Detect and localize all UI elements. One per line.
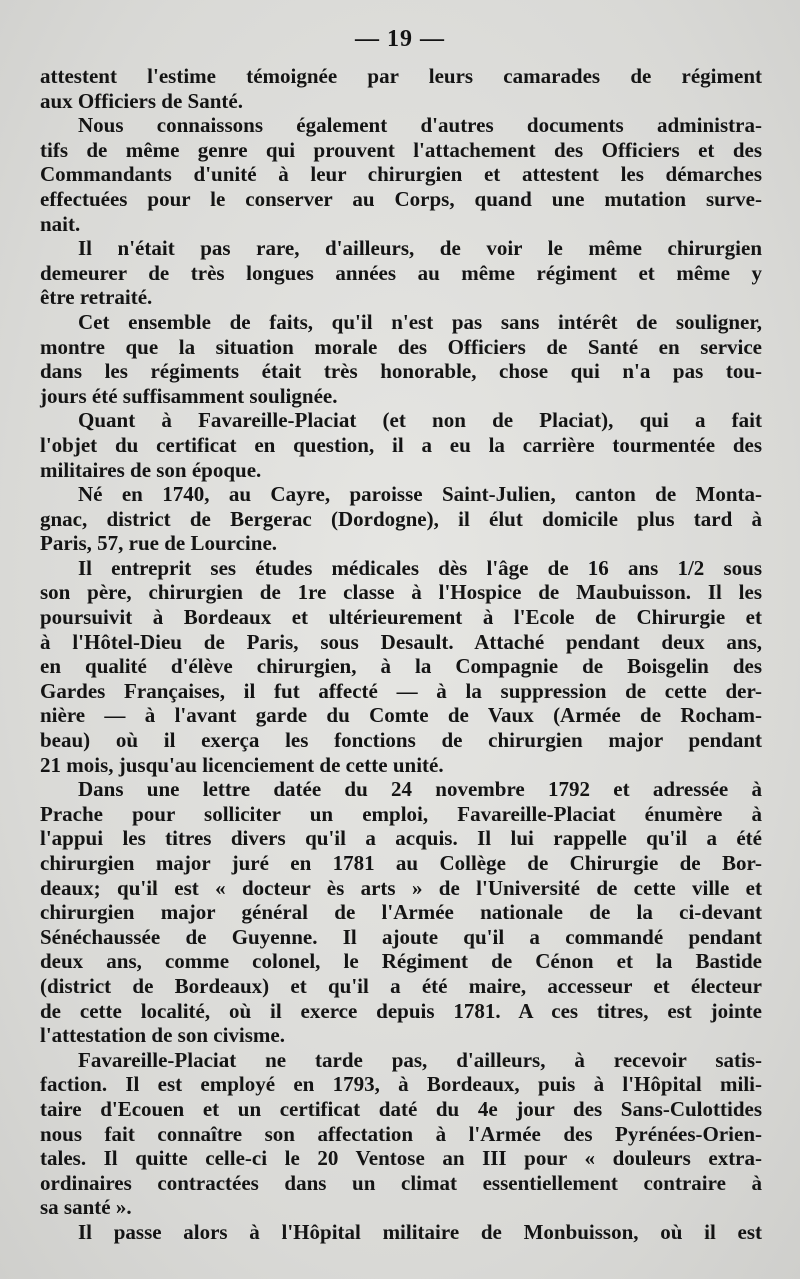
- text-line: Il n'était pas rare, d'ailleurs, de voir le même chirurgien: [78, 236, 762, 261]
- text-line: Commandants d'unité à leur chirurgien et attestent les démarches: [40, 162, 762, 187]
- text-line: Paris, 57, rue de Lourcine.: [40, 531, 278, 556]
- text-line: nous fait connaître son affectation à l'Armée des Pyrénées-Orien-: [40, 1121, 762, 1146]
- text-line: Favareille-Placiat ne tarde pas, d'ailleurs, à recevoir satis-: [78, 1047, 762, 1072]
- text-line: tales. Il quitte celle-ci le 20 Ventose an III pour « douleurs extra-: [40, 1146, 762, 1171]
- text-line: Sénéchaussée de Guyenne. Il ajoute qu'il a commandé pendant: [40, 924, 762, 949]
- text-line: taire d'Ecouen et un certificat daté du 4e jour des Sans-Culottides: [40, 1096, 762, 1121]
- text-line: Cet ensemble de faits, qu'il n'est pas sans intérêt de souligner,: [78, 309, 762, 334]
- text-line: (district de Bordeaux) et qu'il a été maire, accesseur et électeur: [40, 973, 762, 998]
- text-line: de cette localité, où il exerce depuis 1781. A ces titres, est jointe: [40, 998, 762, 1023]
- text-line: nait.: [40, 211, 81, 236]
- body-text: [40, 64, 762, 1245]
- text-line: poursuivit à Bordeaux et ultérieurement à l'Ecole de Chirurgie et: [40, 605, 762, 630]
- text-line: ordinaires contractées dans un climat essentiellement contraire à: [40, 1170, 762, 1195]
- text-line: Dans une lettre datée du 24 novembre 1792 et adressée à: [78, 777, 762, 802]
- text-line: être retraité.: [40, 285, 153, 310]
- text-line: 21 mois, jusqu'au licenciement de cette unité.: [40, 752, 444, 777]
- text-line: demeurer de très longues années au même régiment et même y: [40, 260, 762, 285]
- text-line: l'appui les titres divers qu'il a acquis. Il lui rappelle qu'il a été: [40, 826, 762, 851]
- text-line: son père, chirurgien de 1re classe à l'Hospice de Maubuisson. Il les: [40, 580, 762, 605]
- text-line: Né en 1740, au Cayre, paroisse Saint-Julien, canton de Monta-: [78, 482, 762, 507]
- text-line: aux Officiers de Santé.: [40, 88, 243, 113]
- text-line: dans les régiments était très honorable, chose qui n'a pas tou-: [40, 359, 762, 384]
- text-line: Prache pour solliciter un emploi, Favareille-Placiat énumère à: [40, 801, 762, 826]
- text-line: deaux; qu'il est « docteur ès arts » de l'Université de cette ville et: [40, 875, 762, 900]
- text-line: militaires de son époque.: [40, 457, 262, 482]
- text-line: l'attestation de son civisme.: [40, 1023, 285, 1048]
- text-line: montre que la situation morale des Officiers de Santé en service: [40, 334, 762, 359]
- text-line: chirurgien major général de l'Armée nationale de la ci-devant: [40, 900, 762, 925]
- text-line: Il passe alors à l'Hôpital militaire de Monbuisson, où il est: [78, 1219, 762, 1244]
- text-line: sa santé ».: [40, 1195, 132, 1220]
- text-line: deux ans, comme colonel, le Régiment de Cénon et la Bastide: [40, 949, 762, 974]
- text-line: effectuées pour le conserver au Corps, quand une mutation surve-: [40, 186, 762, 211]
- text-line: jours été suffisamment soulignée.: [40, 383, 338, 408]
- text-line: tifs de même genre qui prouvent l'attachement des Officiers et des: [40, 137, 762, 162]
- text-line: en qualité d'élève chirurgien, à la Compagnie de Boisgelin des: [40, 654, 762, 679]
- text-line: Il entreprit ses études médicales dès l'âge de 16 ans 1/2 sous: [78, 555, 762, 580]
- page-number: — 19 —: [355, 26, 445, 52]
- text-line: attestent l'estime témoignée par leurs camarades de régiment: [40, 64, 762, 88]
- text-line: chirurgien major juré en 1781 au Collège de Chirurgie de Bor-: [40, 851, 762, 875]
- text-line: faction. Il est employé en 1793, à Bordeaux, puis à l'Hôpital mili-: [40, 1072, 762, 1097]
- text-line: Quant à Favareille-Placiat (et non de Placiat), qui a fait: [78, 408, 762, 433]
- text-line: à l'Hôtel-Dieu de Paris, sous Desault. Attaché pendant deux ans,: [40, 629, 762, 654]
- text-line: l'objet du certificat en question, il a eu la carrière tourmentée des: [40, 432, 762, 457]
- text-line: gnac, district de Bergerac (Dordogne), il élut domicile plus tard à: [40, 506, 762, 531]
- text-line: Nous connaissons également d'autres documents administra-: [78, 113, 762, 138]
- text-line: beau) où il exerça les fonctions de chirurgien major pendant: [40, 728, 762, 753]
- text-line: nière — à l'avant garde du Comte de Vaux (Armée de Rocham-: [40, 703, 762, 728]
- text-line: Gardes Françaises, il fut affecté — à la suppression de cette der-: [40, 678, 762, 703]
